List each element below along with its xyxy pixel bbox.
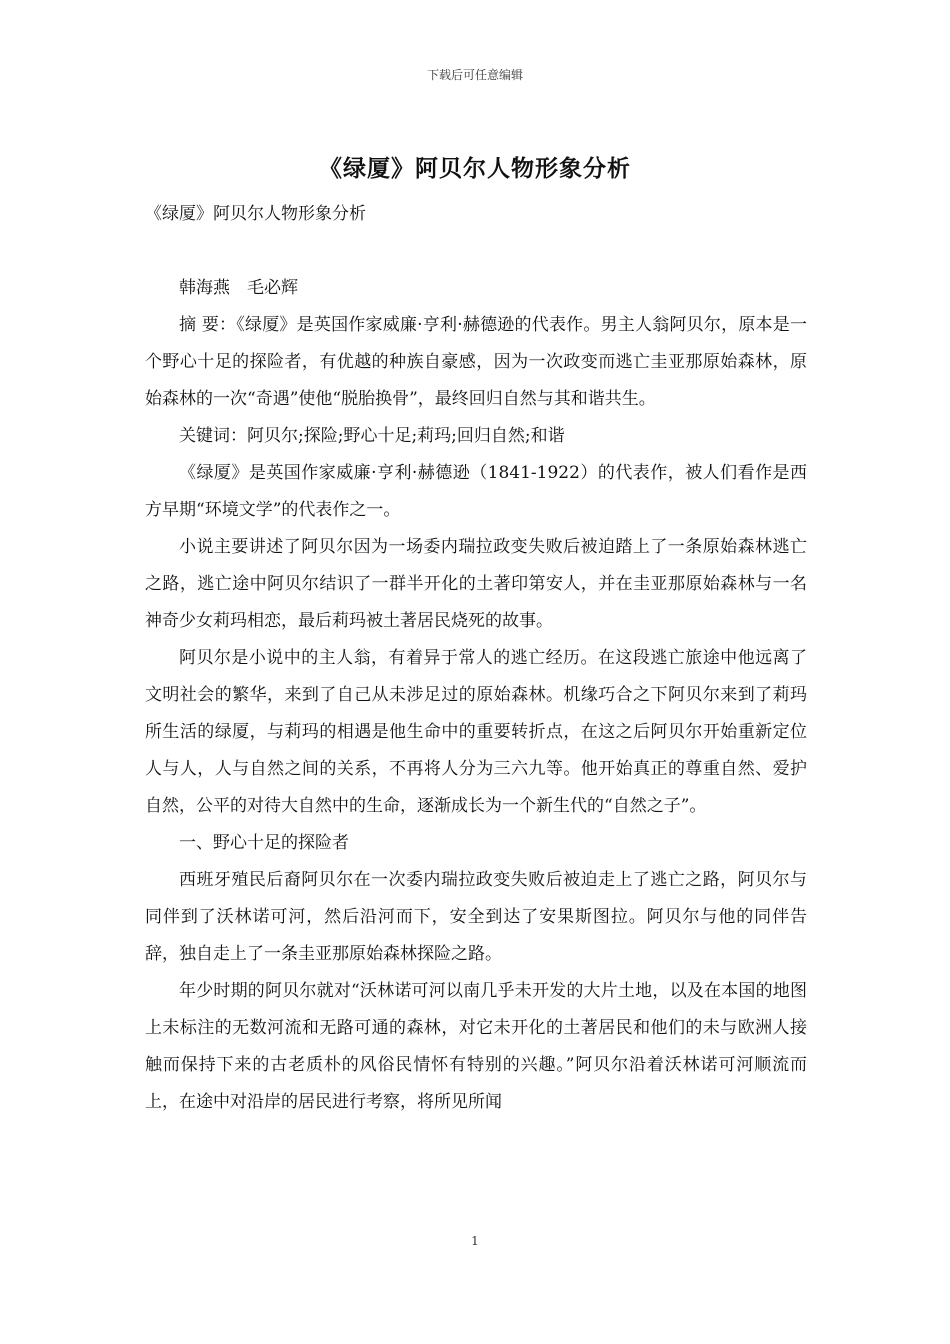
body-paragraph: 阿贝尔是小说中的主人翁，有着异于常人的逃亡经历。在这段逃亡旅途中他远离了文明社会的繁华，来到了自己从未涉足过的原始森林。机缘巧合之下阿贝尔来到了莉玛所生活的绿厦，与莉玛的相遇是他生命中的重要转折点，在这之后阿贝尔开始重新定位人与人，人与自然之间的关系，不再将人分为三六九等。他开始真正的尊重自然、爱护自然，公平的对待大自然中的生命，逐渐成长为一个新生代的“自然之子”。 bbox=[145, 648, 807, 816]
body-paragraph: 小说主要讲述了阿贝尔因为一场委内瑞拉政变失败后被迫踏上了一条原始森林逃亡之路，逃亡途中阿贝尔结识了一群半开化的土著印第安人，并在圭亚那原始森林与一名神奇少女莉玛相恋，最后莉玛被土著居民烧死的故事。 bbox=[145, 537, 807, 631]
body-paragraph: 西班牙殖民后裔阿贝尔在一次委内瑞拉政变失败后被迫走上了逃亡之路，阿贝尔与同伴到了沃林诺可河，然后沿河而下，安全到达了安果斯图拉。阿贝尔与他的同伴告辞，独自走上了一条圭亚那原始森林探险之路。 bbox=[145, 870, 807, 964]
document-title: 《绿厦》阿贝尔人物形象分析 bbox=[319, 155, 631, 182]
authors: 韩海燕 毛必辉 bbox=[179, 278, 298, 298]
keywords: 关键词：阿贝尔;探险;野心十足;莉玛;回归自然;和谐 bbox=[179, 426, 565, 446]
page-number: 1 bbox=[471, 1234, 479, 1248]
document-body bbox=[145, 196, 807, 1121]
blank-line bbox=[145, 233, 807, 270]
subtitle: 《绿厦》阿贝尔人物形象分析 bbox=[145, 204, 366, 224]
body-paragraph: 《绿厦》是英国作家威廉·亨利·赫德逊（1841-1922）的代表作，被人们看作是西方早期“环境文学”的代表作之一。 bbox=[145, 463, 807, 520]
body-paragraph: 年少时期的阿贝尔就对“沃林诺可河以南几乎未开发的大片土地，以及在本国的地图上未标注的无数河流和无路可通的森林，对它未开化的土著居民和他们的未与欧洲人接触而保持下来的古老质朴的风俗民情怀有特别的兴趣。”阿贝尔沿着沃林诺可河顺流而上，在途中对沿岸的居民进行考察，将所见所闻 bbox=[145, 981, 807, 1112]
abstract: 摘 要：《绿厦》是英国作家威廉·亨利·赫德逊的代表作。男主人翁阿贝尔，原本是一个野心十足的探险者，有优越的种族自豪感，因为一次政变而逃亡圭亚那原始森林，原始森林的一次“奇遇”使他“脱胎换骨”，最终回归自然与其和谐共生。 bbox=[145, 315, 807, 409]
header-note: 下载后可任意编辑 bbox=[426, 68, 523, 82]
section-heading: 一、野心十足的探险者 bbox=[179, 833, 349, 853]
